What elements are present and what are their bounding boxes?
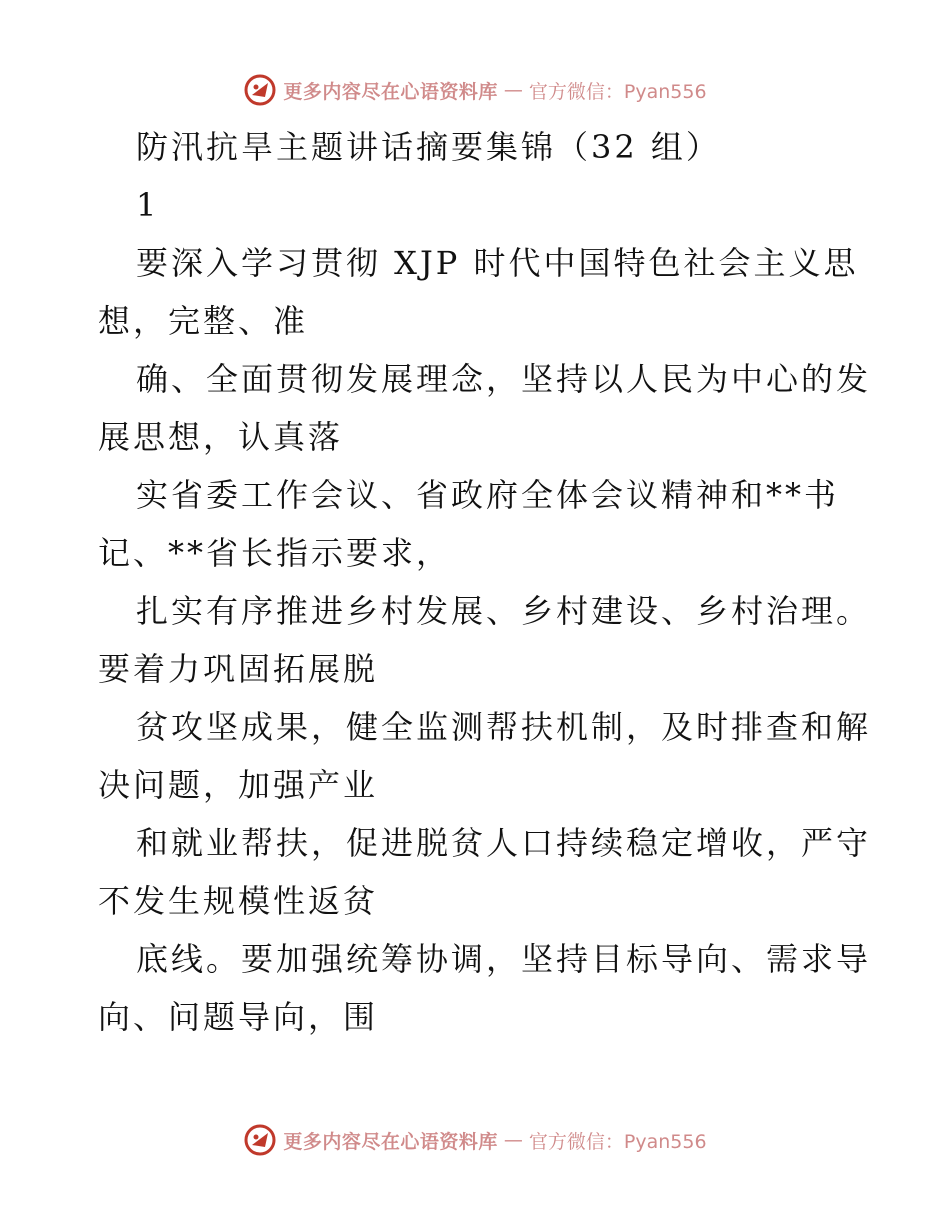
paragraph-line: 实省委工作会议、省政府全体会议精神和**书 xyxy=(136,476,840,514)
paragraph-line: 和就业帮扶，促进脱贫人口持续稳定增收，严守 xyxy=(136,824,872,862)
paragraph-line: 向、问题导向，围 xyxy=(98,998,379,1036)
paragraph-line: 展思想，认真落 xyxy=(98,418,344,456)
watermark-dash: — xyxy=(503,79,523,101)
paragraph-line: 确、全面贯彻发展理念，坚持以人民为中心的发 xyxy=(136,360,872,398)
document-body xyxy=(98,118,872,1046)
document-title: 防汛抗旱主题讲话摘要集锦（32 组） xyxy=(136,128,721,166)
paragraph-line: 扎实有序推进乡村发展、乡村建设、乡村治理。 xyxy=(136,592,872,630)
header-watermark xyxy=(0,70,950,110)
footer-watermark xyxy=(0,1120,950,1160)
watermark-main-text: 更多内容尽在心语资料库 xyxy=(283,1130,498,1153)
paragraph-line: 记、**省长指示要求， xyxy=(98,534,452,572)
paragraph-line: 不发生规模性返贫 xyxy=(98,882,379,920)
paragraph-line: 想，完整、准 xyxy=(98,302,309,340)
paragraph-line: 底线。要加强统筹协调，坚持目标导向、需求导 xyxy=(136,940,872,978)
paragraph-line: 要着力巩固拓展脱 xyxy=(98,650,379,688)
watermark-logo-icon xyxy=(243,73,277,107)
watermark-dash: — xyxy=(503,1129,523,1151)
watermark-sub-text: 官方微信：Pyan556 xyxy=(528,80,707,103)
paragraph-line: 决问题，加强产业 xyxy=(98,766,379,804)
section-number: 1 xyxy=(136,186,160,224)
watermark-logo-icon xyxy=(243,1123,277,1157)
paragraph-line: 贫攻坚成果，健全监测帮扶机制，及时排查和解 xyxy=(136,708,872,746)
paragraph-line: 要深入学习贯彻 XJP 时代中国特色社会主义思 xyxy=(136,244,859,282)
watermark-sub-text: 官方微信：Pyan556 xyxy=(528,1130,707,1153)
watermark-main-text: 更多内容尽在心语资料库 xyxy=(283,80,498,103)
